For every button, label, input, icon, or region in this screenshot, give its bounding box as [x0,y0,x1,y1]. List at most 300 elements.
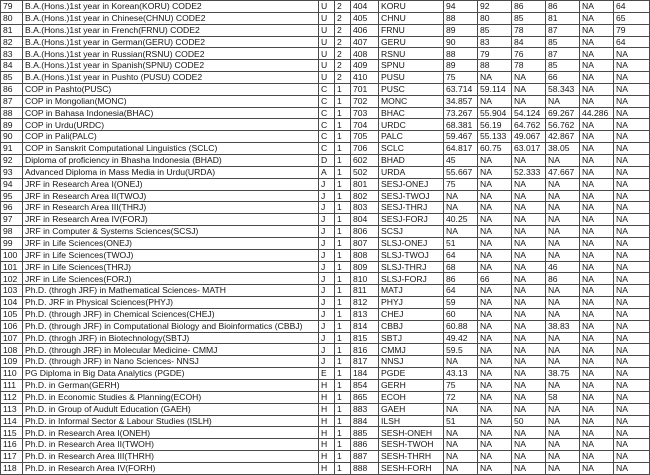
cell-course-code: 703 [351,107,379,119]
table-row [1,178,650,190]
table-row [1,48,650,60]
table-row [1,237,650,249]
cell-cutoff-col-1: 51 [444,237,478,249]
cell-cutoff-col-5: NA [580,356,614,368]
cell-category-letter: C [319,131,335,143]
cell-cutoff-col-5: NA [580,332,614,344]
cell-cutoff-col-6: NA [614,131,650,143]
cell-course-abbr: PALC [379,131,444,143]
cell-course-abbr: MATJ [379,285,444,297]
table-row [1,119,650,131]
cell-course-code: 410 [351,72,379,84]
cell-cutoff-col-4: 58.343 [546,83,580,95]
cell-cutoff-col-2: NA [478,320,512,332]
cell-cutoff-col-4: 47.667 [546,166,580,178]
cell-course-code: 811 [351,285,379,297]
cell-course-name: B.A.(Hons.)1st year in Pushto (PUSU) CODE2 [23,72,319,84]
table-row [1,60,650,72]
cell-cutoff-col-1: 72 [444,391,478,403]
cell-course-abbr: KORU [379,1,444,13]
cell-round-no: 1 [335,190,351,202]
table-row [1,297,650,309]
cell-course-name: B.A.(Hons.)1st year in French(FRNU) CODE2 [23,24,319,36]
cell-cutoff-col-5: NA [580,72,614,84]
cell-cutoff-col-6: NA [614,237,650,249]
cell-cutoff-col-1: 64.817 [444,143,478,155]
cell-cutoff-col-3: NA [512,285,546,297]
cell-cutoff-col-3: NA [512,249,546,261]
cell-cutoff-col-6: NA [614,261,650,273]
cell-serial-no: 80 [1,12,23,24]
cell-course-code: 816 [351,344,379,356]
cell-round-no: 1 [335,237,351,249]
cell-cutoff-col-5: NA [580,237,614,249]
cell-cutoff-col-4: NA [546,95,580,107]
cell-serial-no: 117 [1,451,23,463]
cell-cutoff-col-1: 59 [444,297,478,309]
cell-cutoff-col-5: NA [580,249,614,261]
cell-course-abbr: PUSU [379,72,444,84]
cell-cutoff-col-3: NA [512,320,546,332]
cell-cutoff-col-1: 89 [444,24,478,36]
cell-cutoff-col-3: NA [512,391,546,403]
cell-round-no: 2 [335,36,351,48]
cell-cutoff-col-2: NA [478,226,512,238]
cell-cutoff-col-6: NA [614,72,650,84]
cell-cutoff-col-2: 92 [478,1,512,13]
cell-cutoff-col-3: 64.762 [512,119,546,131]
cell-cutoff-col-4: 81 [546,12,580,24]
cell-serial-no: 91 [1,143,23,155]
cell-cutoff-col-5: NA [580,190,614,202]
cell-round-no: 1 [335,368,351,380]
cell-category-letter: U [319,48,335,60]
cell-course-code: 813 [351,308,379,320]
table-row [1,83,650,95]
cell-category-letter: J [319,332,335,344]
cell-cutoff-col-5: NA [580,427,614,439]
cell-course-code: 812 [351,297,379,309]
cell-course-code: 602 [351,154,379,166]
cell-cutoff-col-3: NA [512,439,546,451]
cell-cutoff-col-5: 44.286 [580,107,614,119]
table-row [1,391,650,403]
cell-course-name: Ph.D. (through JRF) in Computational Biology and Bioinformatics (CBBJ) [23,320,319,332]
cell-cutoff-col-2: NA [478,178,512,190]
cell-category-letter: C [319,119,335,131]
cell-cutoff-col-3: NA [512,237,546,249]
cell-course-name: B.A.(Hons.)1st year in Korean(KORU) CODE2 [23,1,319,13]
cell-category-letter: J [319,308,335,320]
cell-round-no: 1 [335,202,351,214]
cell-category-letter: H [319,415,335,427]
cell-cutoff-col-6: NA [614,48,650,60]
cell-category-letter: J [319,190,335,202]
cell-cutoff-col-5: NA [580,273,614,285]
cell-category-letter: J [319,202,335,214]
cell-cutoff-col-6: NA [614,380,650,392]
cell-cutoff-col-6: NA [614,415,650,427]
cell-round-no: 2 [335,12,351,24]
cell-cutoff-col-3: 63.017 [512,143,546,155]
table-row [1,285,650,297]
cell-cutoff-col-1: 73.267 [444,107,478,119]
cell-cutoff-col-5: NA [580,439,614,451]
cell-course-abbr: BHAC [379,107,444,119]
cell-cutoff-col-4: 69.267 [546,107,580,119]
cell-serial-no: 94 [1,178,23,190]
cell-round-no: 1 [335,119,351,131]
cell-course-code: 887 [351,451,379,463]
cell-course-name: COP in Urdu(URDC) [23,119,319,131]
cell-cutoff-col-1: 60 [444,308,478,320]
cell-course-abbr: BHAD [379,154,444,166]
cell-cutoff-col-5: NA [580,297,614,309]
cell-course-name: B.A.(Hons.)1st year in Russian(RSNU) CODE2 [23,48,319,60]
table-row [1,202,650,214]
cell-course-abbr: GAEH [379,403,444,415]
cell-cutoff-col-5: NA [580,119,614,131]
cell-cutoff-col-6: NA [614,439,650,451]
cell-cutoff-col-4: 58 [546,391,580,403]
cell-course-code: 884 [351,415,379,427]
cell-cutoff-col-4: NA [546,249,580,261]
cell-cutoff-col-4: NA [546,154,580,166]
cell-course-code: 803 [351,202,379,214]
cell-course-name: Ph.D. (through JRF) in Chemical Sciences(CHEJ) [23,308,319,320]
cell-cutoff-col-2: NA [478,462,512,474]
cell-round-no: 1 [335,427,351,439]
cell-cutoff-col-1: 64 [444,249,478,261]
cell-course-name: Advanced Diploma in Mass Media in Urdu(URDA) [23,166,319,178]
cell-cutoff-col-4: NA [546,178,580,190]
cell-course-abbr: SBTJ [379,332,444,344]
cell-category-letter: U [319,12,335,24]
cell-course-name: Ph.D. in Research Area III(THRH) [23,451,319,463]
cell-category-letter: U [319,72,335,84]
cell-cutoff-col-6: NA [614,285,650,297]
cell-cutoff-col-5: NA [580,214,614,226]
cell-cutoff-col-3: NA [512,403,546,415]
cell-course-abbr: SESH-THRH [379,451,444,463]
cell-category-letter: C [319,95,335,107]
cell-cutoff-col-5: NA [580,1,614,13]
cell-course-name: JRF in Research Area IV(FORJ) [23,214,319,226]
table-row [1,356,650,368]
cell-cutoff-col-2: NA [478,297,512,309]
cell-cutoff-col-6: NA [614,356,650,368]
cell-course-abbr: CBBJ [379,320,444,332]
cell-course-name: Ph.D. in German(GERH) [23,380,319,392]
cell-course-abbr: GERU [379,36,444,48]
cell-cutoff-col-5: NA [580,131,614,143]
cell-course-abbr: SESJ-TWOJ [379,190,444,202]
cell-course-code: 815 [351,332,379,344]
cell-cutoff-col-3: NA [512,368,546,380]
cell-course-code: 409 [351,60,379,72]
cell-cutoff-col-1: NA [444,190,478,202]
cell-cutoff-col-4: NA [546,439,580,451]
cell-category-letter: J [319,285,335,297]
cell-cutoff-col-5: NA [580,60,614,72]
cell-cutoff-col-4: 56.762 [546,119,580,131]
table-row [1,131,650,143]
cell-cutoff-col-1: 68 [444,261,478,273]
cell-course-name: Ph.D. (throgh JRF) in Mathematical Sciences- MATH [23,285,319,297]
cell-cutoff-col-4: 86 [546,273,580,285]
cell-cutoff-col-2: NA [478,285,512,297]
cell-cutoff-col-1: NA [444,226,478,238]
table-row [1,95,650,107]
cell-cutoff-col-3: NA [512,95,546,107]
cell-round-no: 1 [335,249,351,261]
cell-cutoff-col-6: 79 [614,24,650,36]
cell-category-letter: C [319,107,335,119]
cell-category-letter: H [319,439,335,451]
cell-course-abbr: URDA [379,166,444,178]
cell-cutoff-col-4: NA [546,202,580,214]
cell-serial-no: 82 [1,36,23,48]
cell-course-code: 405 [351,12,379,24]
cell-cutoff-col-1: 45 [444,154,478,166]
cell-round-no: 1 [335,95,351,107]
cell-round-no: 1 [335,439,351,451]
cell-course-name: Ph.D. in Informal Sector & Labour Studies (ISLH) [23,415,319,427]
table-body [1,1,650,475]
cell-cutoff-col-6: NA [614,154,650,166]
cell-cutoff-col-5: NA [580,83,614,95]
cell-course-code: 406 [351,24,379,36]
cell-cutoff-col-2: NA [478,427,512,439]
cell-serial-no: 107 [1,332,23,344]
cell-serial-no: 105 [1,308,23,320]
cell-cutoff-col-4: NA [546,214,580,226]
cell-course-name: JRF in Research Area I(ONEJ) [23,178,319,190]
table-row [1,1,650,13]
table-row [1,36,650,48]
cell-cutoff-col-4: NA [546,415,580,427]
cell-cutoff-col-4: 87 [546,48,580,60]
cell-course-abbr: URDC [379,119,444,131]
cell-cutoff-col-2: NA [478,368,512,380]
cell-serial-no: 87 [1,95,23,107]
cell-course-abbr: PHYJ [379,297,444,309]
cell-course-abbr: SLSJ-THRJ [379,261,444,273]
cell-round-no: 1 [335,214,351,226]
cell-cutoff-col-5: NA [580,415,614,427]
table-row [1,261,650,273]
cell-category-letter: H [319,427,335,439]
cell-cutoff-col-5: NA [580,451,614,463]
cell-cutoff-col-1: 88 [444,48,478,60]
cell-cutoff-col-2: NA [478,344,512,356]
cell-category-letter: J [319,214,335,226]
cell-cutoff-col-6: NA [614,214,650,226]
cell-serial-no: 104 [1,297,23,309]
cell-round-no: 1 [335,344,351,356]
cell-cutoff-col-4: NA [546,451,580,463]
cell-cutoff-col-2: NA [478,249,512,261]
cell-course-abbr: SCSJ [379,226,444,238]
cell-course-code: 704 [351,119,379,131]
cell-cutoff-col-4: NA [546,308,580,320]
cell-cutoff-col-3: NA [512,72,546,84]
cell-category-letter: J [319,344,335,356]
cell-cutoff-col-3: NA [512,154,546,166]
cell-cutoff-col-4: NA [546,285,580,297]
cell-cutoff-col-4: 85 [546,60,580,72]
cell-category-letter: H [319,403,335,415]
cell-cutoff-col-5: NA [580,320,614,332]
table-row [1,403,650,415]
cell-course-name: JRF in Life Sciences(ONEJ) [23,237,319,249]
cell-cutoff-col-2: NA [478,95,512,107]
cell-cutoff-col-5: NA [580,24,614,36]
cell-course-code: 807 [351,237,379,249]
cell-cutoff-col-4: 86 [546,1,580,13]
cell-course-code: 804 [351,214,379,226]
table-row [1,214,650,226]
cell-category-letter: H [319,462,335,474]
cell-course-abbr: RSNU [379,48,444,60]
cell-cutoff-col-5: NA [580,166,614,178]
cell-cutoff-col-5: NA [580,143,614,155]
cell-course-abbr: SESH-ONEH [379,427,444,439]
cell-serial-no: 79 [1,1,23,13]
cell-cutoff-col-1: NA [444,451,478,463]
cell-cutoff-col-4: NA [546,427,580,439]
cell-cutoff-col-6: NA [614,249,650,261]
table-row [1,143,650,155]
cell-cutoff-col-3: NA [512,226,546,238]
cell-cutoff-col-5: NA [580,226,614,238]
cell-category-letter: C [319,143,335,155]
cell-course-name: COP in Sanskrit Computational Linguistics (SCLC) [23,143,319,155]
table-row [1,107,650,119]
cell-cutoff-col-3: 76 [512,48,546,60]
cell-cutoff-col-5: NA [580,344,614,356]
cell-serial-no: 97 [1,214,23,226]
cell-category-letter: J [319,178,335,190]
cell-course-code: 883 [351,403,379,415]
cell-round-no: 1 [335,462,351,474]
cell-course-name: JRF in Research Area III(THRJ) [23,202,319,214]
cell-round-no: 1 [335,380,351,392]
cell-serial-no: 101 [1,261,23,273]
cell-course-code: 808 [351,249,379,261]
cell-cutoff-col-2: NA [478,439,512,451]
cell-round-no: 1 [335,356,351,368]
cell-round-no: 1 [335,261,351,273]
cell-cutoff-col-4: 38.83 [546,320,580,332]
cell-course-name: PG Diploma in Big Data Analytics (PGDE) [23,368,319,380]
cell-cutoff-col-1: NA [444,427,478,439]
cell-cutoff-col-1: 43.13 [444,368,478,380]
cell-cutoff-col-1: NA [444,462,478,474]
cell-cutoff-col-4: NA [546,380,580,392]
cell-serial-no: 110 [1,368,23,380]
cell-cutoff-col-6: 64 [614,1,650,13]
cell-cutoff-col-1: 60.88 [444,320,478,332]
cell-course-name: JRF in Life Sciences(THRJ) [23,261,319,273]
cell-serial-no: 98 [1,226,23,238]
cell-cutoff-col-6: NA [614,391,650,403]
cell-cutoff-col-3: NA [512,356,546,368]
cell-course-code: 854 [351,380,379,392]
cell-category-letter: J [319,356,335,368]
cell-cutoff-col-2: 88 [478,60,512,72]
cell-cutoff-col-3: NA [512,83,546,95]
cell-cutoff-col-2: 56.19 [478,119,512,131]
cell-cutoff-col-2: NA [478,154,512,166]
cell-cutoff-col-6: NA [614,308,650,320]
cell-category-letter: U [319,1,335,13]
cell-cutoff-col-3: 54.124 [512,107,546,119]
cell-cutoff-col-3: 50 [512,415,546,427]
cell-cutoff-col-1: 55.667 [444,166,478,178]
cell-course-abbr: ECOH [379,391,444,403]
cell-course-name: B.A.(Hons.)1st year in German(GERU) CODE2 [23,36,319,48]
cell-cutoff-col-2: 55.904 [478,107,512,119]
cell-cutoff-col-6: NA [614,332,650,344]
cell-cutoff-col-1: 75 [444,380,478,392]
cell-cutoff-col-3: NA [512,202,546,214]
cell-course-name: B.A.(Hons.)1st year in Chinese(CHNU) CODE2 [23,12,319,24]
cell-course-name: Ph.D. in Economic Studies & Planning(ECOH) [23,391,319,403]
cell-cutoff-col-1: NA [444,356,478,368]
cell-cutoff-col-1: 68.381 [444,119,478,131]
cell-course-abbr: SESJ-THRJ [379,202,444,214]
cell-round-no: 1 [335,332,351,344]
table-row [1,273,650,285]
table-row [1,166,650,178]
cell-cutoff-col-6: 64 [614,36,650,48]
cell-cutoff-col-4: NA [546,237,580,249]
cell-cutoff-col-6: NA [614,107,650,119]
cell-serial-no: 108 [1,344,23,356]
cell-cutoff-col-1: 89 [444,60,478,72]
cell-cutoff-col-2: 85 [478,24,512,36]
cell-round-no: 1 [335,451,351,463]
cell-serial-no: 113 [1,403,23,415]
cell-cutoff-col-1: 63.714 [444,83,478,95]
cell-serial-no: 83 [1,48,23,60]
cell-cutoff-col-5: NA [580,154,614,166]
table-row [1,462,650,474]
cell-course-abbr: PUSC [379,83,444,95]
cell-course-code: 810 [351,273,379,285]
cell-round-no: 1 [335,131,351,143]
cell-cutoff-col-3: NA [512,190,546,202]
cell-round-no: 1 [335,308,351,320]
cell-course-name: COP in Bahasa Indonesia(BHAC) [23,107,319,119]
cell-course-abbr: SCLC [379,143,444,155]
table-row [1,320,650,332]
table-row [1,439,650,451]
cell-cutoff-col-4: NA [546,344,580,356]
cell-course-name: COP in Pashto(PUSC) [23,83,319,95]
cell-course-name: Ph.D. JRF in Physical Sciences(PHYJ) [23,297,319,309]
cell-cutoff-col-1: NA [444,403,478,415]
cell-course-abbr: SESJ-FORJ [379,214,444,226]
cell-round-no: 1 [335,285,351,297]
cell-cutoff-col-6: NA [614,344,650,356]
cell-course-abbr: SPNU [379,60,444,72]
cell-cutoff-col-6: NA [614,95,650,107]
cell-serial-no: 114 [1,415,23,427]
cell-cutoff-col-4: 87 [546,24,580,36]
cell-round-no: 1 [335,320,351,332]
